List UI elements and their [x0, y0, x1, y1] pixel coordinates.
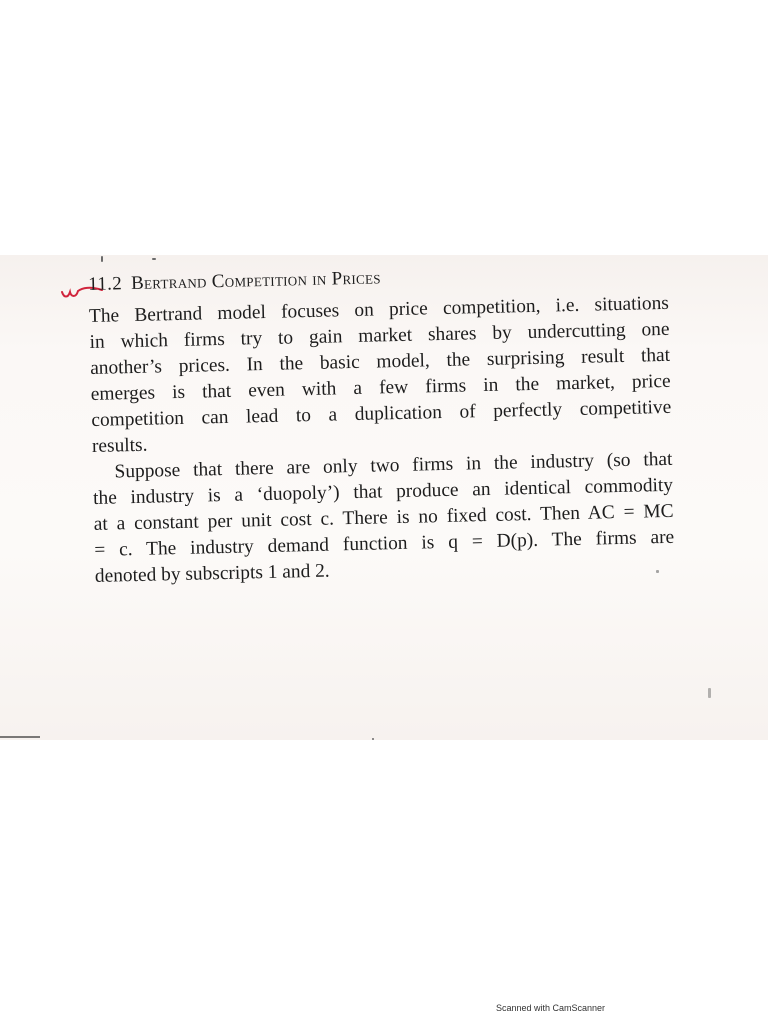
text-line: results. — [91, 434, 148, 457]
scan-edge-mark — [0, 736, 40, 738]
text-line: = c. The industry demand function is q = D(p). The firms are — [94, 526, 675, 561]
paragraph-duopoly-setup — [92, 447, 675, 590]
text-line: competition can lead to a duplication of perfectly competitive — [91, 396, 672, 431]
paragraph-bertrand-intro — [89, 291, 672, 460]
text-block — [88, 259, 675, 590]
section-title: Bertrand Competition in Prices — [130, 267, 382, 295]
scanner-watermark: Scanned with CamScanner — [496, 1003, 606, 1013]
text-line: Suppose that there are only two firms in the industry (so that — [114, 448, 673, 483]
text-line: at a constant per unit cost c. There is no fixed cost. Then AC = MC — [93, 500, 674, 535]
text-line: in which firms try to gain market shares by undercutting one — [89, 318, 670, 353]
text-line: The Bertrand model focuses on price competition, i.e. situations — [88, 292, 670, 327]
text-line: denoted by subscripts 1 and 2. — [94, 560, 330, 587]
scan-speck — [101, 256, 103, 262]
scan-speck — [372, 738, 374, 740]
text-line: the industry is a ‘duopoly’) that produce an identical commodity — [92, 474, 674, 509]
text-line: another’s prices. In the basic model, the surprising result that — [89, 344, 671, 379]
text-line: emerges is that even with a few firms in the market, price — [90, 370, 671, 405]
section-number: 11.2 — [88, 273, 123, 295]
scan-speck — [152, 258, 156, 260]
scan-speck — [708, 688, 711, 698]
